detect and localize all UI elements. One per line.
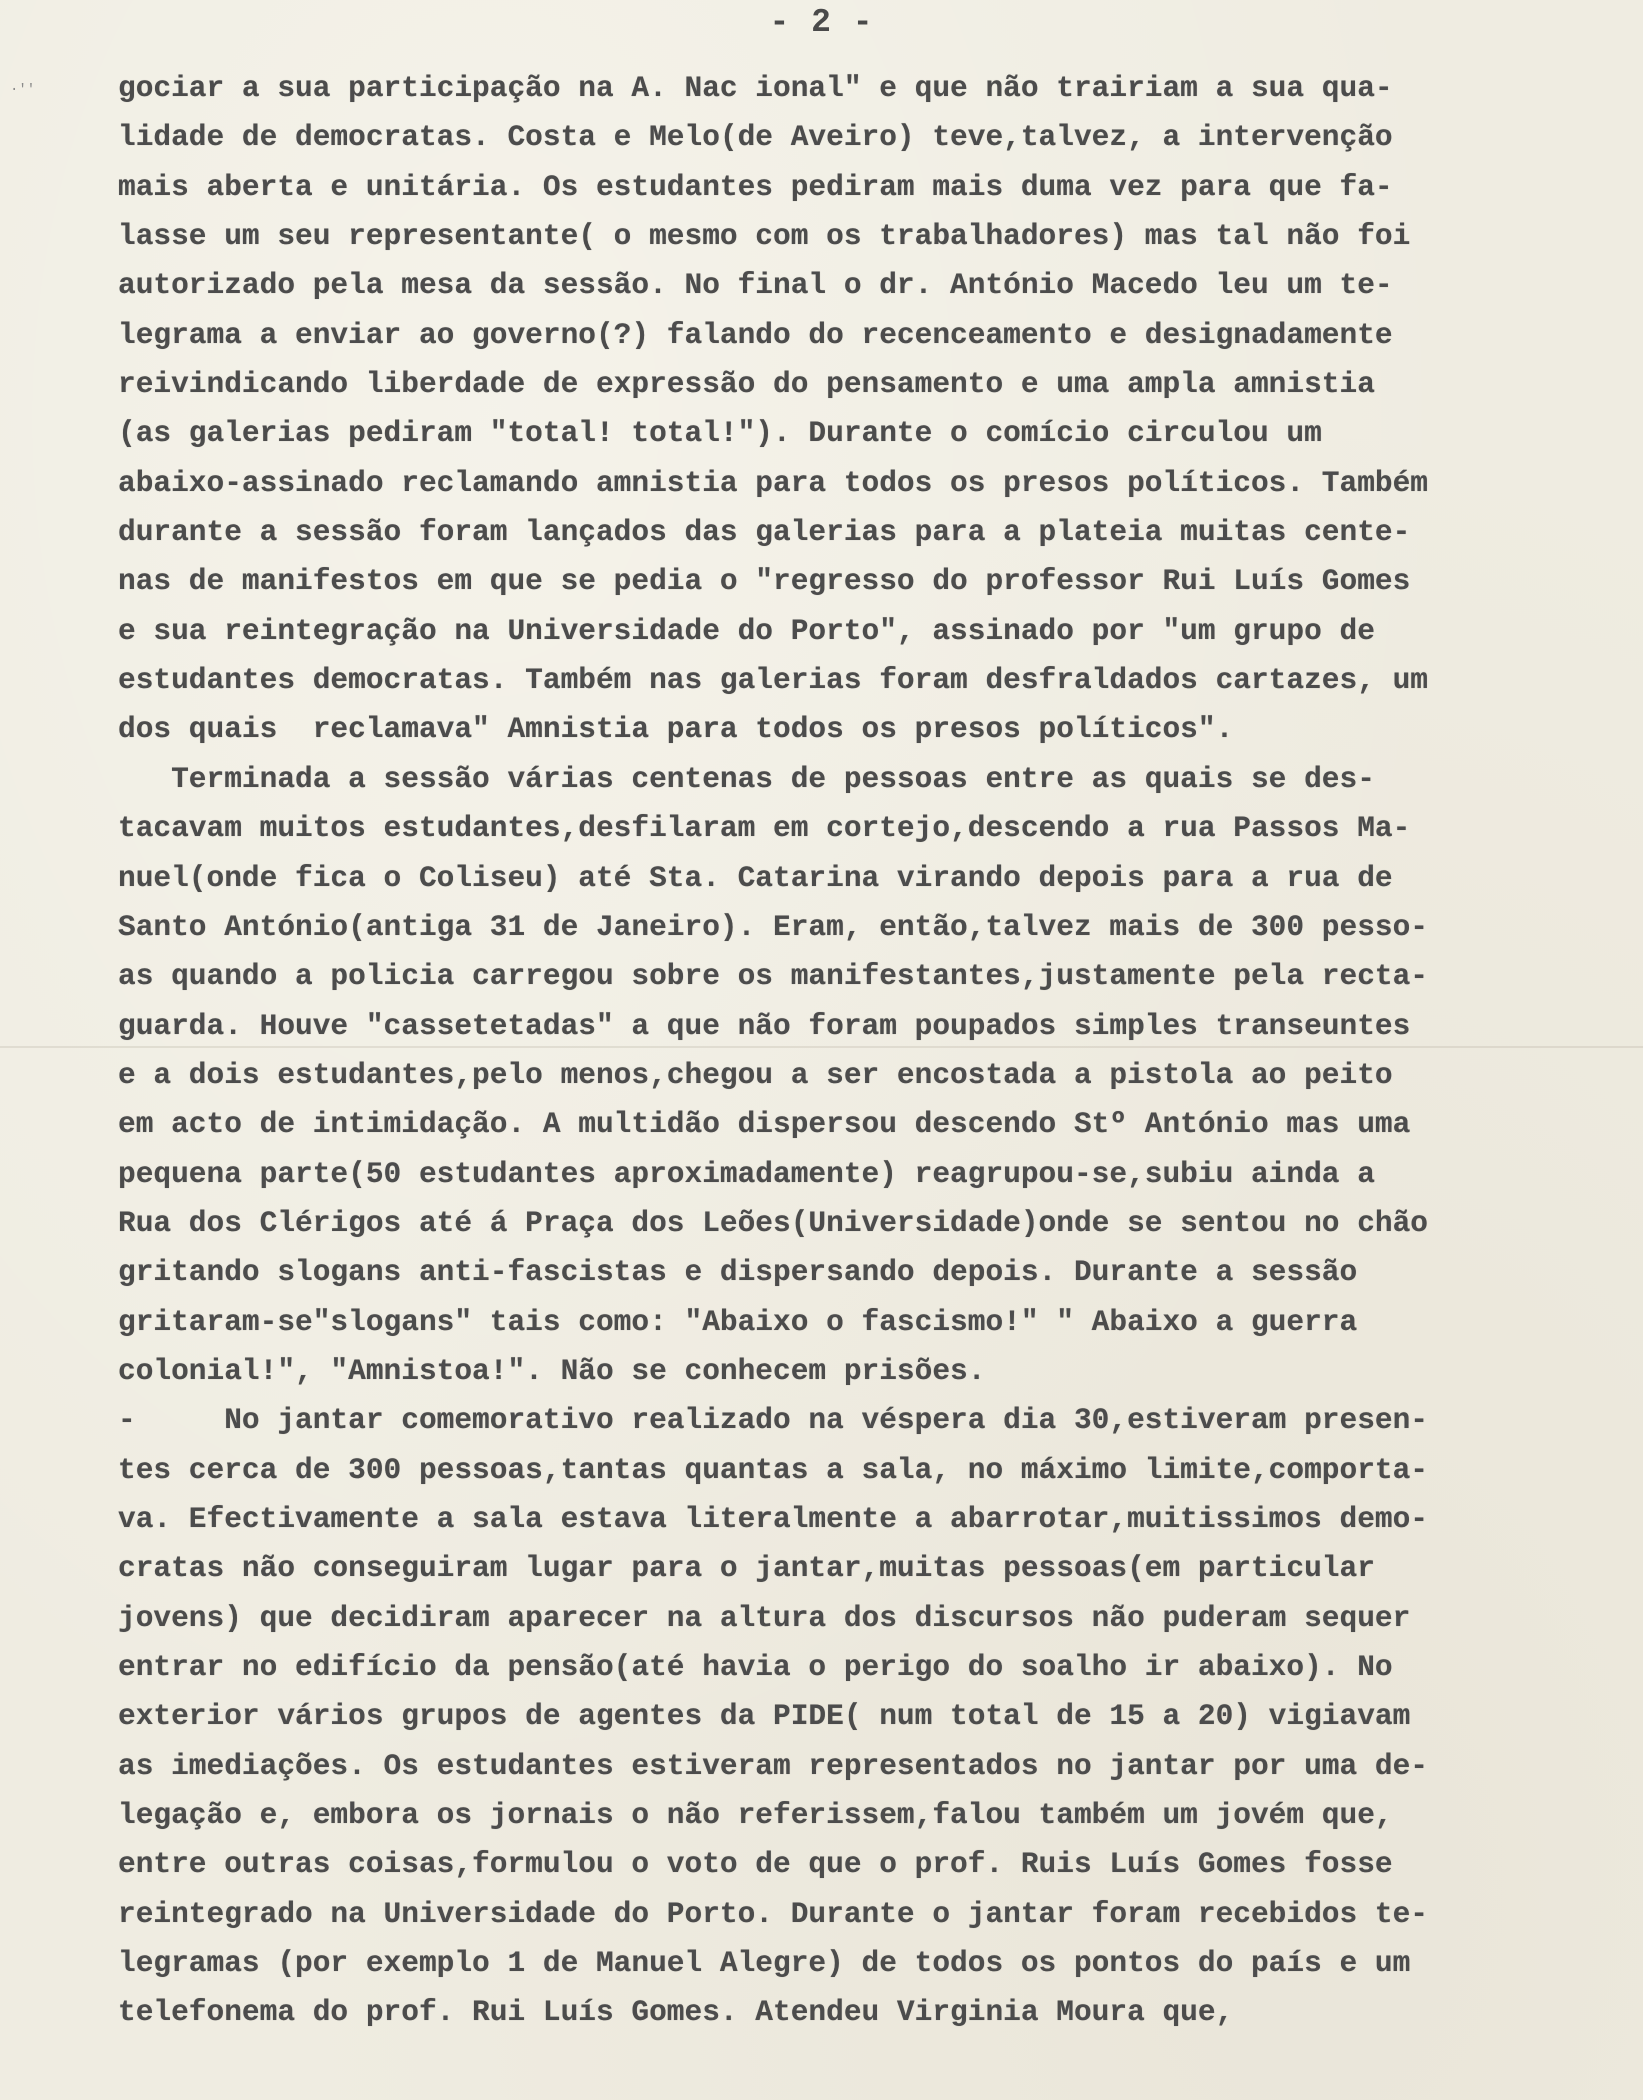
text-line: (as galerias pediram "total! total!"). Durante o comício circulou um	[118, 416, 1322, 451]
text-line: mais aberta e unitária. Os estudantes pediram mais duma vez para que fa-	[118, 169, 1393, 204]
text-line: jovens) que decidiram aparecer na altura dos discursos não puderam sequer	[118, 1600, 1411, 1635]
text-line: legação e, embora os jornais o não referissem,falou também um jovém que,	[118, 1798, 1393, 1833]
text-line: legramas (por exemplo 1 de Manuel Alegre) de todos os pontos do país e um	[118, 1946, 1411, 1981]
page-number: - 2 -	[769, 4, 874, 41]
text-line: gritaram-se"slogans" tais como: "Abaixo o fascismo!" " Abaixo a guerra	[118, 1304, 1358, 1339]
text-line: e a dois estudantes,pelo menos,chegou a ser encostada a pistola ao peito	[118, 1057, 1393, 1092]
text-line: Rua dos Clérigos até á Praça dos Leões(Universidade)onde se sentou no chão	[118, 1205, 1429, 1240]
text-line: reintegrado na Universidade do Porto. Durante o jantar foram recebidos te-	[118, 1896, 1429, 1931]
marginal-mark: ·''	[10, 82, 36, 98]
text-line: durante a sessão foram lançados das galerias para a plateia muitas cente-	[118, 515, 1411, 550]
text-line: entrar no edifício da pensão(até havia o perigo do soalho ir abaixo). No	[118, 1650, 1393, 1684]
text-line: va. Efectivamente a sala estava literalmente a abarrotar,muitissimos demo-	[118, 1501, 1429, 1536]
text-line: colonial!", "Amnistoa!". Não se conhecem prisões.	[118, 1353, 986, 1388]
text-line: Santo António(antiga 31 de Janeiro). Eram, então,talvez mais de 300 pesso-	[118, 909, 1429, 944]
text-line: abaixo-assinado reclamando amnistia para todos os presos políticos. Também	[118, 465, 1429, 500]
text-line: - No jantar comemorativo realizado na véspera dia 30,estiveram presen-	[118, 1403, 1429, 1438]
text-line: tes cerca de 300 pessoas,tantas quantas a sala, no máximo limite,comporta-	[118, 1452, 1429, 1487]
text-line: entre outras coisas,formulou o voto de que o prof. Ruis Luís Gomes fosse	[118, 1847, 1393, 1882]
text-line: nuel(onde fica o Coliseu) até Sta. Catarina virando depois para a rua de	[118, 860, 1393, 895]
text-line: exterior vários grupos de agentes da PIDE( num total de 15 a 20) vigiavam	[118, 1699, 1411, 1734]
body-text	[118, 64, 1628, 2038]
text-line: lasse um seu representante( o mesmo com os trabalhadores) mas tal não foi	[118, 219, 1411, 254]
text-line: gritando slogans anti-fascistas e dispersando depois. Durante a sessão	[118, 1255, 1358, 1290]
text-line: em acto de intimidação. A multidão dispersou descendo Stº António mas uma	[118, 1107, 1411, 1142]
text-line: guarda. Houve "cassetetadas" a que não foram poupados simples transeuntes	[118, 1008, 1411, 1043]
text-line: nas de manifestos em que se pedia o "regresso do professor Rui Luís Gomes	[118, 564, 1411, 599]
text-line: estudantes democratas. Também nas galerias foram desfraldados cartazes, um	[118, 663, 1429, 698]
text-line: lidade de democratas. Costa e Melo(de Aveiro) teve,talvez, a intervenção	[118, 120, 1393, 155]
text-line: as imediações. Os estudantes estiveram representados no jantar por uma de-	[118, 1748, 1429, 1783]
text-line: gociar a sua participação na A. Nac ional" e que não trairiam a sua qua-	[118, 71, 1393, 105]
text-line: telefonema do prof. Rui Luís Gomes. Atendeu Virginia Moura que,	[118, 1995, 1234, 2030]
text-line: autorizado pela mesa da sessão. No final o dr. António Macedo leu um te-	[118, 268, 1393, 303]
text-line: pequena parte(50 estudantes aproximadamente) reagrupou-se,subiu ainda a	[118, 1156, 1375, 1191]
text-line: as quando a policia carregou sobre os manifestantes,justamente pela recta-	[118, 959, 1429, 994]
text-line: reivindicando liberdade de expressão do pensamento e uma ampla amnistia	[118, 367, 1375, 402]
text-line: cratas não conseguiram lugar para o jantar,muitas pessoas(em particular	[118, 1551, 1375, 1586]
text-line: legrama a enviar ao governo(?) falando do recenceamento e designadamente	[118, 317, 1393, 352]
text-line: Terminada a sessão várias centenas de pessoas entre as quais se des-	[118, 761, 1375, 796]
text-line: e sua reintegração na Universidade do Porto", assinado por "um grupo de	[118, 613, 1375, 648]
text-line: dos quais reclamava" Amnistia para todos os presos políticos".	[118, 712, 1234, 747]
text-line: tacavam muitos estudantes,desfilaram em cortejo,descendo a rua Passos Ma-	[118, 811, 1411, 846]
